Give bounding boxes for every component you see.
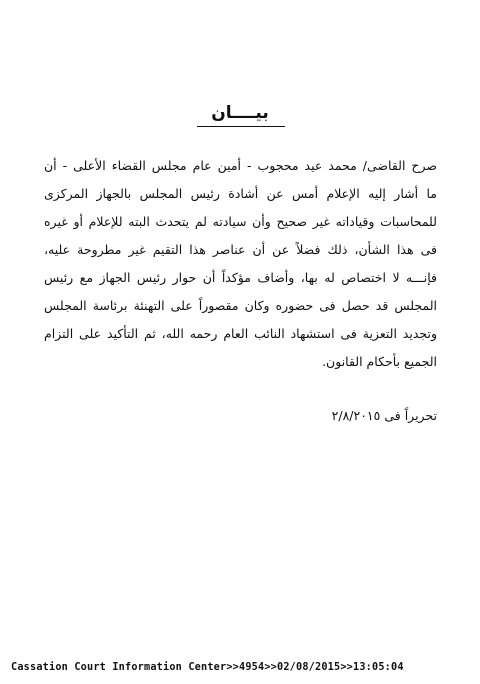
statement-body	[44, 152, 437, 376]
statement-line: للمحاسبات وقياداته غير صحيح وأن سيادته لم يتحدث البته للإعلام أو غيره	[44, 214, 437, 229]
document-title: بيــــان	[211, 103, 269, 123]
statement-line: ما أشار إليه الإعلام أمس عن أشادة رئيس المجلس بالجهاز المركزى	[44, 186, 437, 201]
statement-line: الجميع بأحكام القانون.	[322, 354, 437, 369]
statement-line: فى هذا الشأن، ذلك فضلاً عن أن عناصر هذا التقيم غير مطروحة عليه،	[44, 242, 437, 257]
statement-line: فإنـــه لا اختصاص له بها، وأضاف مؤكداً أن حوار رئيس الجهاز مع رئيس	[44, 270, 437, 285]
statement-line: المجلس قد حصل فى حضوره وكان مقصوراً على التهنئة برئاسة المجلس	[44, 298, 437, 313]
title-underline	[197, 126, 285, 127]
statement-line: وتجديد التعزية فى استشهاد النائب العام رحمه الله، ثم التأكيد على التزام	[44, 326, 437, 341]
issue-date: تحريراً فى ٢/٨/٢٠١٥	[331, 408, 437, 423]
statement-line: صرح القاضى/ محمد عيد محجوب - أمين عام مجلس القضاء الأعلى - أن	[44, 158, 437, 173]
fax-header-footer: Cassation Court Information Center>>4954>>02/08/2015>>13:05:04	[11, 662, 404, 673]
